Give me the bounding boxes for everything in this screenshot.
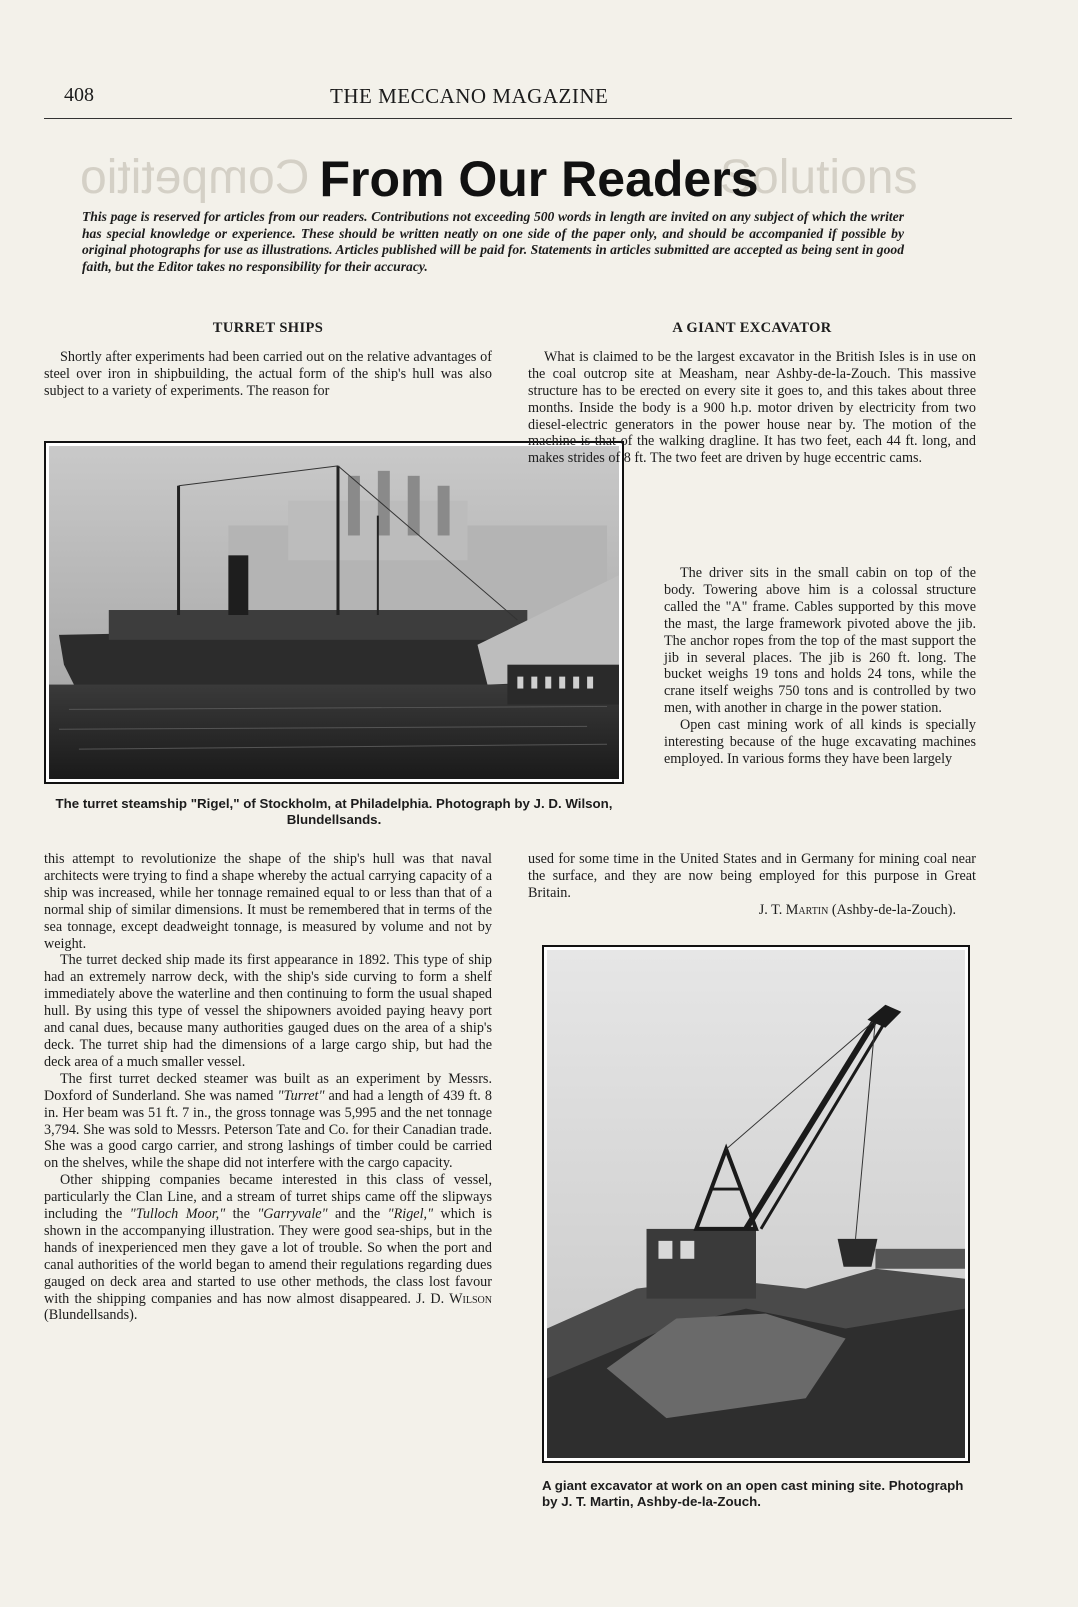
- turret-ships-paragraph-1: Shortly after experiments had been carried out on the relative advantages of steel over iron in shipbuilding, the actual form of the ship's hull was also subject to a variety of experiments. The reason for: [44, 348, 492, 399]
- turret-ship-illustration: [49, 446, 619, 779]
- turret-ships-article-bottom: [44, 851, 492, 1324]
- turret-ships-author: J. D. Wilson: [416, 1290, 492, 1307]
- excavator-photo: [542, 945, 970, 1463]
- excavator-illustration: [547, 950, 965, 1458]
- excavator-paragraph-3: Open cast mining work of all kinds is specially interesting because of the huge excavating machines employed. In various forms they have been largely: [664, 717, 976, 767]
- turret-ships-paragraph-2: The turret decked ship made its first appearance in 1892. This type of ship had an extremely narrow deck, with the ship's side curving to form a shelf immediately above the waterline and then continuing to form the usual shaped hull. By using this type of vessel the shipowners avoided paying heavy port and canal dues, because many authorities gauged dues on the area of a ship's deck. The turret ship had the dimensions of a large cargo ship, but had the deck area of a much smaller vessel.: [44, 952, 492, 1070]
- p4-ship-name-3: "Rigel,": [387, 1206, 434, 1223]
- excavator-heading: A GIANT EXCAVATOR: [672, 320, 832, 336]
- excavator-paragraph-2: The driver sits in the small cabin on top of the body. Towering above him is a colossal structure called the "A" frame. Cables supported by this move the mast, the large framework pivoted above the jib. The anchor ropes from the top of the mast support the jib in several places. The jib is 260 ft. long. The bucket weighs 19 tons and holds 24 tons, while the crane itself weighs 750 tons and is controlled by two men, with another in charge in the power station.: [664, 565, 976, 717]
- turret-ships-heading: TURRET SHIPS: [212, 320, 324, 336]
- turret-ships-author-place: (Blundellsands).: [44, 1307, 138, 1324]
- excavator-paragraph-3-cont: used for some time in the United States and in Germany for mining coal near the surface, and they are now being employed for this purpose in Great Britain.: [528, 851, 976, 901]
- p4-text-a: Other shipping companies became interested in this class of vessel, particularly the Clan Line, and a stream of turret ships came off the slipways including the: [44, 1172, 492, 1223]
- p4-text-b: which is shown in the accompanying illustration. They were good sea-ships, but in the hands of inexperienced men they gave a lot of trouble. So when the port and canal authorities of the world began to amend their regulations regarding dues gauged on deck area and started to use other methods, the class lost favour with the shipping companies and has now almost disappeared.: [44, 1206, 492, 1307]
- excavator-article-top: [528, 320, 976, 467]
- turret-ships-paragraph-3: [44, 1071, 492, 1172]
- excavator-author: J. T. Martin: [758, 901, 829, 918]
- p4-text-t2: and the: [327, 1206, 388, 1223]
- excavator-paragraph-1: What is claimed to be the largest excavator in the British Isles is in use on the coal outcrop site at Measham, near Ashby-de-la-Zouch. This massive structure has to be erected on every site it goes to, and this takes about three months. Inside the body is a 900 h.p. motor driven by electricity from two diesel-electric generators in the power house near by. The motion of the machine is that of the walking dragline. It has two feet, each 44 ft. long, and makes strides of 8 ft. The two feet are driven by huge eccentric cams.: [528, 348, 976, 467]
- header-rule: [44, 118, 1012, 119]
- p3-ship-name: "Turret": [277, 1087, 325, 1104]
- page-number: 408: [64, 84, 94, 106]
- p4-text-t1: the: [225, 1206, 258, 1223]
- p4-ship-name-1: "Tulloch Moor,": [129, 1206, 226, 1223]
- turret-ships-paragraph-4: [44, 1172, 492, 1324]
- turret-ship-caption: The turret steamship "Rigel," of Stockholm, at Philadelphia. Photograph by J. D. Wilson, Blundellsands.: [55, 796, 613, 827]
- p4-ship-name-2: "Garryvale": [257, 1206, 328, 1223]
- show-through-text-left: Competitio: [80, 151, 310, 204]
- turret-ships-paragraph-1-cont: this attempt to revolutionize the shape of the ship's hull was that naval architects were trying to find a shape whereby the actual carrying capacity of a ship was increased, while her tonnage remained equal to or less than that of a normal ship of similar dimensions. It must be remembered that in terms of the sea tonnage, except deadweight tonnage, is measured by volume and not by weight.: [44, 851, 492, 952]
- excavator-signature: [528, 902, 976, 919]
- excavator-article-narrow: [664, 565, 976, 768]
- show-through-text-right: Solutions: [720, 151, 918, 204]
- p3-text-a: The first turret decked steamer was built as an experiment by Messrs. Doxford of Sunderland. She was named: [44, 1070, 492, 1104]
- magazine-title: THE MECCANO MAGAZINE: [330, 84, 609, 108]
- excavator-article-bottom: [528, 851, 976, 919]
- excavator-author-place: (Ashby-de-la-Zouch).: [831, 901, 956, 918]
- turret-ships-article-top: [44, 320, 492, 400]
- intro-note: This page is reserved for articles from our readers. Contributions not exceeding 500 words in length are invited on any subject of which the writer has special knowledge or experience. These should be written neatly on one side of the paper only, and should be accompanied if possible by original photographs for use as illustrations. Articles published will be paid for. Statements in articles submitted are accepted as being sent in good faith, but the Editor takes no responsibility for their accuracy.: [82, 209, 904, 275]
- turret-ship-photo: [44, 441, 624, 784]
- p3-text-b: and had a length of 439 ft. 8 in. Her beam was 51 ft. 7 in., the gross tonnage was 5,995 and the net tonnage 3,794. She was sold to Messrs. Peterson Tate and Co. for their Canadian trade. She was a good cargo carrier, and strong lashings of timber could be carried on the shelves, while the shape did not interfere with the cargo capacity.: [44, 1087, 492, 1172]
- excavator-caption: A giant excavator at work on an open cast mining site. Photograph by J. T. Martin, Ashby-de-la-Zouch.: [542, 1478, 964, 1509]
- page-title: From Our Readers: [319, 151, 759, 207]
